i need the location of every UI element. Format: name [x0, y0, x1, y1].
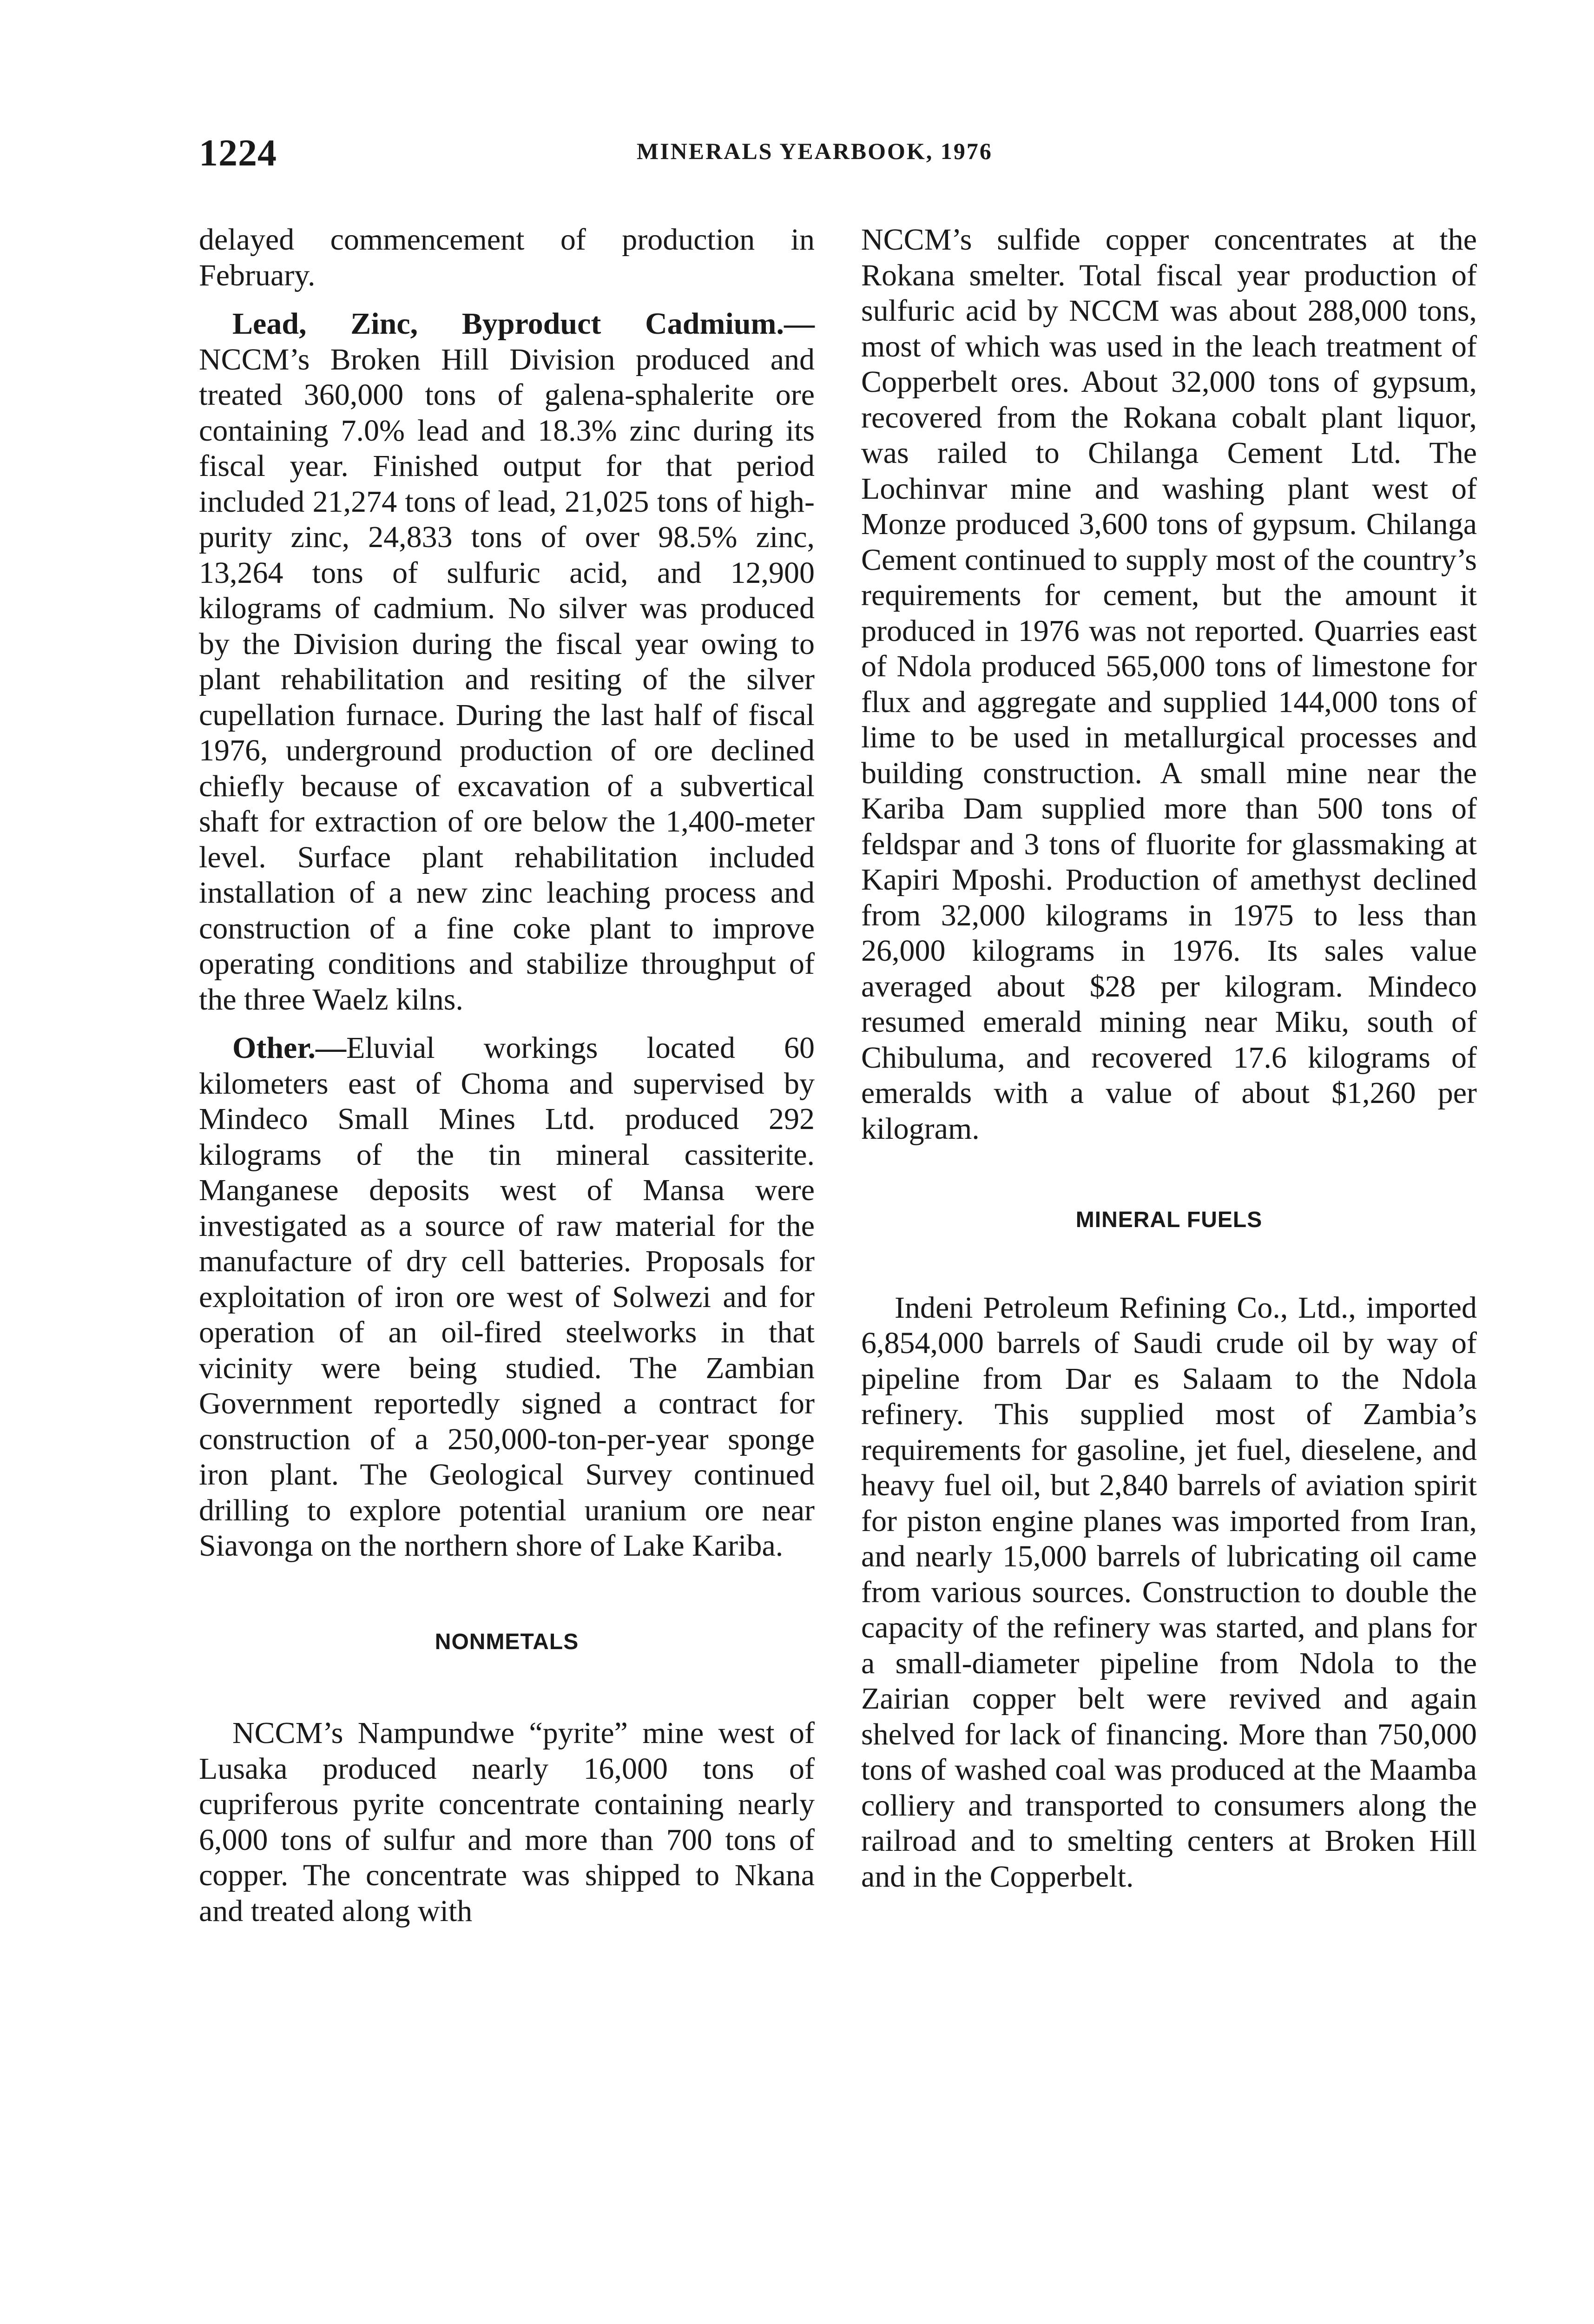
paragraph-nonmetals: NCCM’s Nampundwe “pyrite” mine west of Lusaka produced nearly 16,000 tons of cupriferous pyrite concentrate containing nearly 6,000 tons of sulfur and more than 700 tons of copper. The concentrate was shipped to Nkana and treated along with [199, 1716, 815, 1928]
running-head: MINERALS YEARBOOK, 1976 [637, 138, 993, 164]
subheading-other: Other.— [232, 1031, 347, 1065]
left-column [199, 222, 815, 1929]
page-number: 1224 [199, 132, 277, 174]
section-heading-mineral-fuels: MINERAL FUELS [1075, 1208, 1263, 1232]
paragraph-continued: delayed commencement of production in February. [199, 223, 815, 292]
body-lead-zinc: NCCM’s Broken Hill Division produced and treated 360,000 tons of galena-sphalerite ore containing 7.0% lead and 18.3% zinc during its fiscal year. Finished output for that period included 21,274 tons of lead, 21,025 tons of high-purity zinc, 24,833 tons of over 98.5% zinc, 13,264 tons of sulfuric acid, and 12,900 kilograms of cadmium. No silver was produced by the Division during the fiscal year owing to plant rehabilitation and resiting of the silver cupellation furnace. During the last half of fiscal 1976, underground production of ore declined chiefly because of excavation of a subvertical shaft for extraction of ore below the 1,400-meter level. Surface plant rehabilitation included installation of a new zinc leaching process and construction of a fine coke plant to improve operating conditions and stabilize throughput of the three Waelz kilns. [199, 342, 815, 1017]
body-other: Eluvial workings located 60 kilometers east of Choma and supervised by Mindeco Small Mines Ltd. produced 292 kilograms of the tin mineral cassiterite. Manganese deposits west of Mansa were investigated as a source of raw material for the manufacture of dry cell batteries. Proposals for exploitation of iron ore west of Solwezi and for operation of an oil-fired steelworks in that vicinity were being studied. The Zambian Government reportedly signed a contract for construction of a 250,000-ton-per-year sponge iron plant. The Geological Survey continued drilling to explore potential uranium ore near Siavonga on the northern shore of Lake Kariba. [199, 1031, 815, 1563]
paragraph-nonmetals-continued: NCCM’s sulfide copper concentrates at the Rokana smelter. Total fiscal year production of sulfuric acid by NCCM was about 288,000 tons, most of which was used in the leach treatment of Copperbelt ores. About 32,000 tons of gypsum, recovered from the Rokana cobalt plant liquor, was railed to Chilanga Cement Ltd. The Lochinvar mine and washing plant west of Monze produced 3,600 tons of gypsum. Chilanga Cement continued to supply most of the country’s requirements for cement, but the amount it produced in 1976 was not reported. Quarries east of Ndola produced 565,000 tons of limestone for flux and aggregate and supplied 144,000 tons of lime to be used in metallurgical processes and building construction. A small mine near the Kariba Dam supplied more than 500 tons of feldspar and 3 tons of fluorite for glassmaking at Kapiri Mposhi. Production of amethyst declined from 32,000 kilograms in 1975 to less than 26,000 kilograms in 1976. Its sales value averaged about $28 per kilogram. Mindeco resumed emerald mining near Miku, south of Chibuluma, and recovered 17.6 kilograms of emeralds with a value of about $1,260 per kilogram. [861, 223, 1477, 1146]
right-column [861, 222, 1477, 1895]
paragraph-lead-zinc [199, 306, 815, 1017]
paragraph-mineral-fuels: Indeni Petroleum Refining Co., Ltd., imported 6,854,000 barrels of Saudi crude oil by way of pipeline from Dar es Salaam to the Ndola refinery. This supplied most of Zambia’s requirements for gasoline, jet fuel, dieselene, and heavy fuel oil, but 2,840 barrels of aviation spirit for piston engine planes was imported from Iran, and nearly 15,000 barrels of lubricating oil came from various sources. Construction to double the capacity of the refinery was started, and plans for a small-diameter pipeline from Ndola to the Zairian copper belt were revived and again shelved for lack of financing. More than 750,000 tons of washed coal was produced at the Maamba colliery and transported to consumers along the railroad and to smelting centers at Broken Hill and in the Copperbelt. [861, 1290, 1477, 1894]
subheading-lead-zinc-cadmium: Lead, Zinc, Byproduct Cadmium.— [232, 307, 815, 341]
section-heading-nonmetals: NONMETALS [435, 1629, 579, 1654]
paragraph-other [199, 1030, 815, 1564]
